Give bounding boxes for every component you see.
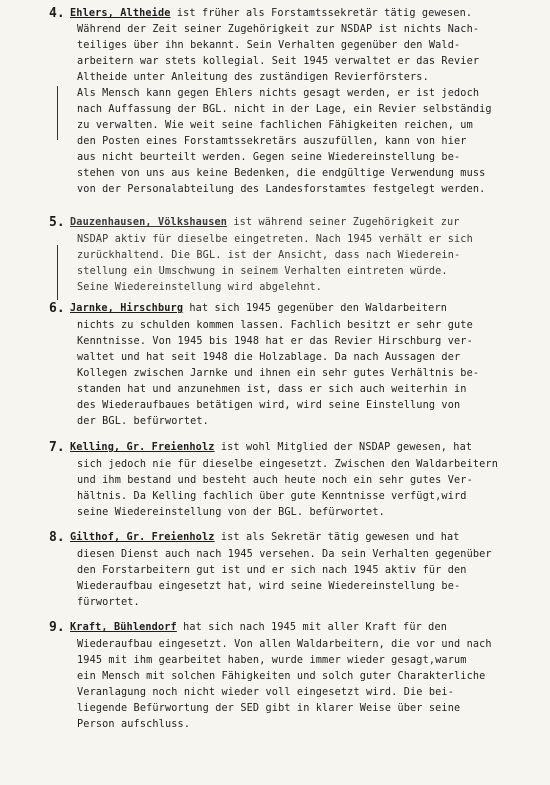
entry-line: der BGL. befürwortet. [77, 416, 209, 427]
entry-line: diesen Dienst auch nach 1945 versehen. Da sein Verhalten gegenüber [77, 549, 492, 560]
entry-line: NSDAP aktiv für dieselbe eingetreten. Nach 1945 verhält er sich [77, 234, 473, 245]
entry-first-line [70, 443, 472, 453]
entry-first-line [70, 623, 447, 633]
entry-line: seine Wiedereinstellung von der BGL. befürwortet. [77, 507, 385, 518]
entry-line: nach Auffassung der BGL. nicht in der Lage, ein Revier selbständig [77, 104, 492, 115]
entry-first-rest: ist früher als Forstamtssekretär tätig gewesen. [170, 8, 473, 19]
entry-line: Wiederaufbau eingesetzt. Von allen Waldarbeitern, die vor und nach [77, 639, 492, 650]
entry-first-line [70, 218, 460, 228]
entry-heading: Kelling, Gr. Freienholz [70, 442, 215, 453]
entry-line: sich jedoch nie für dieselbe eingesetzt. Zwischen den Waldarbeitern [77, 459, 498, 470]
entry-line: den Forstarbeitern gut ist und er sich nach 1945 aktiv für den [77, 565, 467, 576]
entry-line: Person aufschluss. [77, 719, 191, 730]
entry-line: ein Mensch mit solchen Fähigkeiten und solch guter Charakterliche [77, 671, 486, 682]
entry-line: des Wiederaufbaues betätigen wird, wird seine Einstellung von [77, 400, 461, 411]
entry-line: hältnis. Da Kelling fachlich über gute Kenntnisse verfügt,wird [77, 491, 467, 502]
entry-line: liegende Befürwortung der SED gibt in klarer Weise über seine [77, 703, 461, 714]
entry-line: stellung ein Umschwung in seinem Verhalten eintreten würde. [77, 266, 448, 277]
entry-line: Seine Wiedereinstellung wird abgelehnt. [77, 282, 323, 293]
entry-number: 9. [49, 620, 65, 635]
entry-line: arbeitern war stets kollegial. Seit 1945 verwaltet er das Revier [77, 56, 480, 67]
entry-line: Kenntnisse. Von 1945 bis 1948 hat er das Revier Hirschburg ver- [77, 336, 473, 347]
entry-line: Kollegen zwischen Jarnke und ihnen ein sehr gutes Verhältnis be- [77, 368, 480, 379]
entry-line: waltet und hat seit 1948 die Holzablage. Da nach Aussagen der [77, 352, 461, 363]
entry-first-line [70, 304, 447, 314]
entry-line: zu verwalten. Wie weit seine fachlichen Fähigkeiten reichen, um [77, 120, 473, 131]
entry-line: von der Personalabteilung des Landesforstamtes festgelegt werden. [77, 184, 486, 195]
entry-heading: Jarnke, Hirschburg [70, 303, 184, 314]
entry-first-line [70, 533, 460, 543]
entry-number: 7. [49, 440, 65, 455]
entry-line: nichts zu schulden kommen lassen. Fachlich besitzt er sehr gute [77, 320, 473, 331]
entry-number: 4. [49, 6, 65, 21]
entry-first-rest: hat sich 1945 gegenüber den Waldarbeitern [183, 303, 448, 314]
margin-mark [57, 245, 58, 300]
entry-line: und ihm bestand und besteht auch heute noch ein sehr gutes Ver- [77, 475, 473, 486]
entry-number: 8. [49, 530, 65, 545]
entry-line: zurückhaltend. Die BGL. ist der Ansicht, dass nach Wiederein- [77, 250, 461, 261]
entry-heading: Ehlers, Altheide [70, 8, 171, 19]
margin-mark [57, 86, 58, 140]
entry-first-rest: ist während seiner Zugehörigkeit zur [227, 217, 460, 228]
entry-line: 1945 mit ihm gearbeitet haben, wurde immer wieder gesagt,warum [77, 655, 467, 666]
entry-first-rest: hat sich nach 1945 mit aller Kraft für den [176, 622, 448, 633]
entry-line: Während der Zeit seiner Zugehörigkeit zur NSDAP ist nichts Nach- [77, 24, 480, 35]
entry-heading: Dauzenhausen, Völkshausen [70, 217, 228, 228]
entry-line: Altheide unter Anleitung des zuständigen Revierförsters. [77, 72, 429, 83]
entry-first-rest: ist als Sekretär tätig gewesen und hat [214, 532, 460, 543]
entry-line: aus nicht beurteilt werden. Gegen seine Wiedereinstellung be- [77, 152, 461, 163]
entry-first-rest: ist wohl Mitglied der NSDAP gewesen, hat [214, 442, 473, 453]
entry-line: stehen von uns aus keine Bedenken, die endgültige Verwendung muss [77, 168, 486, 179]
entry-line: Wiederaufbau eingesetzt hat, wird seine Wiedereinstellung be- [77, 581, 461, 592]
entry-first-line [70, 9, 472, 19]
entry-heading: Gilthof, Gr. Freienholz [70, 532, 215, 543]
entry-line: den Posten eines Forstamtssekretärs auszufüllen, kann von hier [77, 136, 467, 147]
entry-line: Veranlagung noch nicht wieder voll eingesetzt wird. Die bei- [77, 687, 455, 698]
entry-line: standen hat und anzunehmen ist, dass er sich auch weiterhin in [77, 384, 467, 395]
entry-number: 5. [49, 215, 65, 230]
entry-heading: Kraft, Bühlendorf [70, 622, 177, 633]
entry-line: fürwortet. [77, 597, 140, 608]
entry-number: 6. [49, 301, 65, 316]
entry-line: Als Mensch kann gegen Ehlers nichts gesagt werden, er ist jedoch [77, 88, 480, 99]
entry-line: teiliges über ihn bekannt. Sein Verhalten gegenüber den Wald- [77, 40, 461, 51]
